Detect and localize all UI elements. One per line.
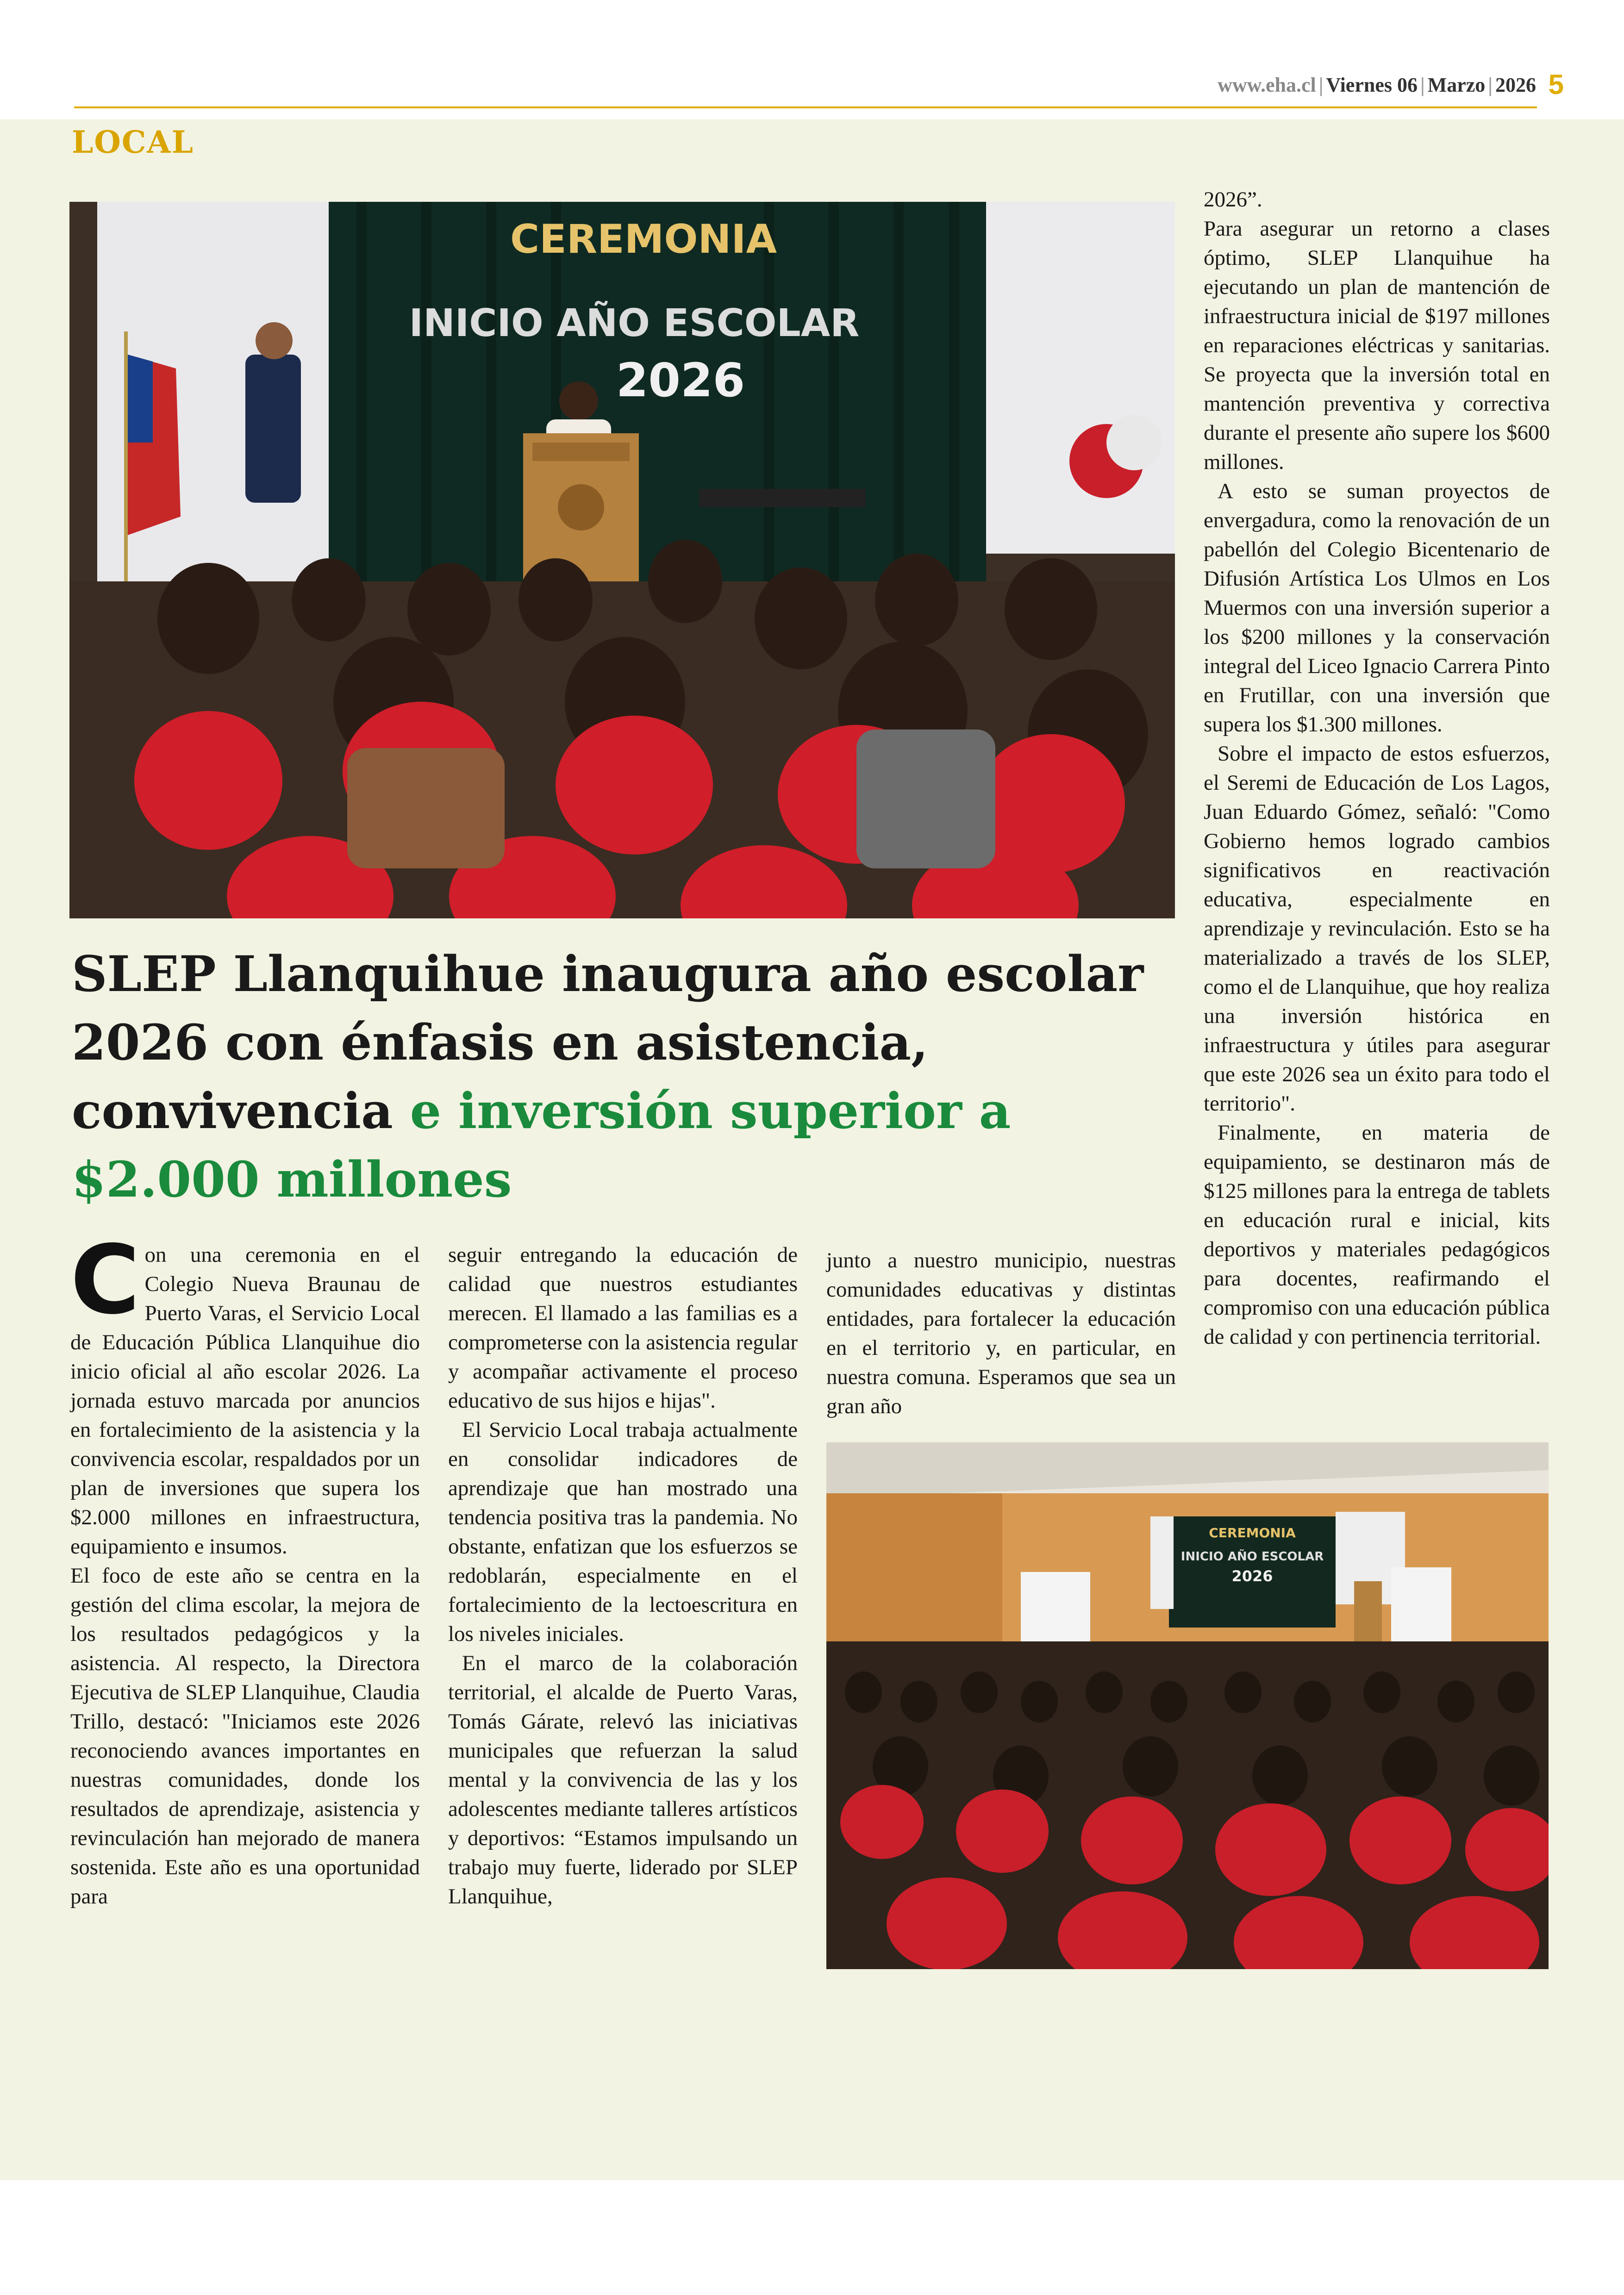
page-number: 5 xyxy=(1548,69,1564,100)
article-column-2 xyxy=(448,1241,798,1911)
col4-paragraph-1: 2026”. xyxy=(1204,187,1262,212)
photo2-banner-line3: 2026 xyxy=(1231,1567,1273,1585)
col3-paragraph-1: junto a nuestro municipio, nuestras comunidades educativas y distintas entidades, para fortalecer la educación en el territorio y, en particular, en nuestra comuna. Esperamos que sea un gran año xyxy=(826,1248,1176,1418)
article-column-3 xyxy=(826,1246,1176,1421)
ceremony-hall-photo xyxy=(826,1442,1549,1969)
col1-paragraph-2: El foco de este año se centra en la gestión del clima escolar, la mejora de los resultados pedagógicos y la asistencia. Al respecto, la Directora Ejecutiva de SLEP Llanquihue, Claudia Trillo, destacó: "Iniciamos este 2026 reconociendo avances importantes en nuestras comunidades, donde los resultados de aprendizaje, asistencia y revinculación han mejorado de manera sostenida. Este año es una oportunidad para xyxy=(70,1564,420,1908)
photo2-banner-line2: INICIO AÑO ESCOLAR xyxy=(1181,1550,1324,1564)
headline-black: SLEP Llanquihue inaugura año escolar 2026 con énfasis en asistencia, convivencia xyxy=(72,945,1144,1140)
col4-paragraph-5: Finalmente, en materia de equipamiento, se destinaron más de $125 millones para la entrega de tablets en educación rural e inicial, kits deportivos y materiales pedagógicos para docentes, reafirmando el compromiso con una educación pública de calidad y con pertinencia territorial. xyxy=(1204,1121,1550,1349)
section-label: LOCAL xyxy=(72,124,194,160)
col2-paragraph-2: El Servicio Local trabaja actualmente en consolidar indicadores de aprendizaje que han mostrado una tendencia positiva tras la pandemia. No obstante, enfatizan que los esfuerzos se redoblarán, especialmente en el fortalecimiento de la lectoescritura en los niveles iniciales. xyxy=(448,1418,798,1646)
header-rule xyxy=(74,106,1537,108)
col1-paragraph-1: on una ceremonia en el Colegio Nueva Braunau de Puerto Varas, el Servicio Local de Educación Pública Llanquihue dio inicio oficial al año escolar 2026. La jornada estuvo marcada por anuncios en fortalecimiento de la asistencia y la convivencia escolar, respaldados por un plan de inversiones que supera los $2.000 millones en infraestructura, equipamiento e insumos. xyxy=(70,1243,420,1559)
col2-paragraph-1: seguir entregando la educación de calidad que nuestros estudiantes merecen. El llamado a las familias es a comprometerse con la asistencia regular y acompañar activamente el proceso educativo de sus hijos e hijas". xyxy=(448,1243,798,1413)
col4-paragraph-3: A esto se suman proyectos de envergadura, como la renovación de un pabellón del Colegio Bicentenario de Difusión Artística Los Ulmos en Los Muermos con una inversión superior a los $200 millones y la conservación integral del Liceo Ignacio Carrera Pinto en Frutillar, con una inversión que supera los $1.300 millones. xyxy=(1204,479,1550,736)
col4-paragraph-4: Sobre el impacto de estos esfuerzos, el Seremi de Educación de Los Lagos, Juan Eduardo Gómez, señaló: "Como Gobierno hemos logrado cambios significativos en reactivación educativa, especialmente en aprendizaje y revinculación. Esto se ha materializado a través de los SLEP, como el de Llanquihue, que hoy realiza una inversión histórica en infraestructura y útiles para asegurar que este 2026 sea un éxito para todo el territorio". xyxy=(1204,742,1550,1116)
header-day: Viernes 06 xyxy=(1326,74,1418,96)
photo1-banner-line1: CEREMONIA xyxy=(510,216,777,262)
photo1-banner-line3: 2026 xyxy=(616,353,745,407)
site-url[interactable]: www.eha.cl xyxy=(1218,74,1316,96)
ceremony-stage-photo xyxy=(69,202,1175,918)
header-year: 2026 xyxy=(1495,74,1536,96)
col2-paragraph-3: En el marco de la colaboración territorial, el alcalde de Puerto Varas, Tomás Gárate, relevó las iniciativas municipales que refuerzan la salud mental y la convivencia de las y los adolescentes mediante talleres artísticos y deportivos: “Estamos impulsando un trabajo muy fuerte, liderado por SLEP Llanquihue, xyxy=(448,1651,798,1908)
article-headline xyxy=(72,940,1183,1214)
dropcap: C xyxy=(70,1225,140,1335)
photo1-banner-line2: INICIO AÑO ESCOLAR xyxy=(409,301,860,345)
article-column-4 xyxy=(1204,185,1550,1352)
header-month: Marzo xyxy=(1427,74,1486,96)
photo2-banner-line1: CEREMONIA xyxy=(1209,1525,1296,1540)
headline-green: e inversión superior a $2.000 millones xyxy=(72,1082,1011,1208)
article-column-1 xyxy=(70,1225,420,1911)
col4-paragraph-2: Para asegurar un retorno a clases óptimo, SLEP Llanquihue ha ejecutando un plan de mantención de infraestructura inicial de $197 millones en reparaciones eléctricas y sanitarias. Se proyecta que la inversión total en mantención preventiva y correctiva durante el presente año supere los $600 millones. xyxy=(1204,217,1550,474)
page-header: www.eha.cl | Viernes 06 | Marzo | 2026 xyxy=(1218,74,1536,96)
